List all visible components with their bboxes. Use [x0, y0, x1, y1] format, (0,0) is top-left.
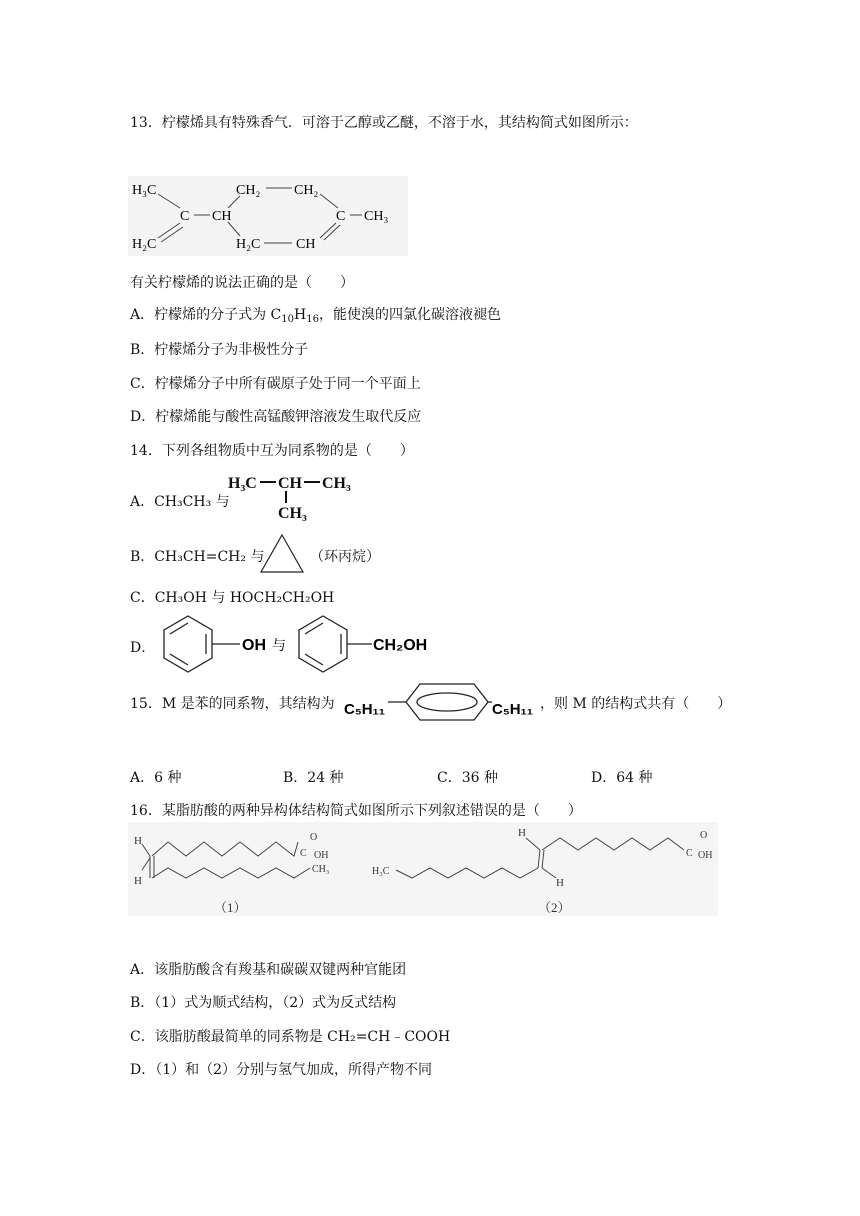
q15-option-b: B．24 种 — [283, 770, 344, 786]
limonene-ch: CH — [212, 209, 232, 224]
q14-option-b-note: （环丙烷） — [310, 549, 380, 565]
fatty-acid-isomers-figure — [128, 822, 718, 916]
isomer-2-cooh-o: O — [700, 830, 708, 841]
q13-option-d: D．柠檬烯能与酸性高锰酸钾溶液发生取代反应 — [130, 409, 422, 425]
limonene-h2c-mid: H₂C — [236, 237, 261, 252]
isomer-1-cooh-o: O — [310, 832, 318, 843]
isomer-1-caption: （1） — [214, 900, 247, 915]
q16-stem: 16．某脂肪酸的两种异构体结构简式如图所示下列叙述错误的是（ ） — [130, 803, 582, 819]
q14-option-d-label: D． — [130, 640, 156, 656]
c5h11-right: C₅H₁₁ — [492, 701, 533, 718]
phenol-oh: OH — [242, 637, 266, 654]
isobutane-ch3-right: CH₃ — [322, 475, 351, 492]
isomer-2-caption: （2） — [538, 900, 571, 915]
q15-option-a: A．6 种 — [130, 770, 182, 786]
limonene-c-right: C — [336, 209, 346, 224]
phenol-benzyl-alcohol-structures — [158, 614, 458, 674]
q14-d-with: 与 — [272, 639, 286, 654]
q13-stem: 13．柠檬烯具有特殊香气．可溶于乙醇或乙醚，不溶于水，其结构简式如图所示： — [130, 115, 638, 131]
q14-option-b-text: B．CH₃CH=CH₂ 与 — [130, 549, 265, 565]
isobutane-h3c: H₃C — [228, 475, 257, 492]
isobutane-ch3-down: CH₃ — [278, 505, 307, 522]
benzyl-ch2oh: CH₂OH — [373, 637, 428, 654]
q16-option-d: D．（1）和（2）分别与氢气加成，所得产物不同 — [130, 1062, 433, 1078]
isomer-2-cooh-c: C — [686, 848, 693, 859]
limonene-ch2-a: CH₂ — [236, 183, 261, 198]
cyclopropane-icon — [258, 532, 306, 576]
limonene-ch-mid: CH — [296, 237, 316, 252]
q13-prompt: 有关柠檬烯的说法正确的是（ ） — [130, 275, 354, 291]
q16-option-c: C．该脂肪酸最简单的同系物是 CH₂=CH﹣COOH — [130, 1029, 451, 1045]
limonene-ch3: CH₃ — [364, 209, 389, 224]
q14-option-a-text: A．CH₃CH₃ 与 — [130, 494, 230, 510]
limonene-h2c: H₂C — [132, 237, 157, 252]
q14-stem: 14．下列各组物质中互为同系物的是（ ） — [130, 443, 414, 459]
q13-option-b: B．柠檬烯分子为非极性分子 — [130, 342, 309, 358]
isomer-1-h-bottom: H — [134, 875, 142, 887]
q14-option-c: C．CH₃OH 与 HOCH₂CH₂OH — [130, 590, 335, 606]
limonene-c-left: C — [180, 209, 190, 224]
isobutane-structure — [226, 470, 361, 525]
isomer-2-cooh-oh: OH — [698, 850, 713, 861]
isomer-1-ch3: CH₃ — [312, 864, 330, 875]
q16-option-a: A．该脂肪酸含有羧基和碳碳双键两种官能团 — [130, 962, 407, 978]
q16-option-b: B．（1）式为顺式结构，（2）式为反式结构 — [130, 995, 397, 1011]
q13-option-a: A．柠檬烯的分子式为 $C_{10}H_{16}$，能使溴的四氯化碳溶液褪色 — [130, 307, 501, 325]
limonene-h3c: H₃C — [132, 183, 157, 198]
limonene-ch2-b: CH₂ — [294, 183, 319, 198]
q15-option-d: D．64 种 — [591, 770, 653, 786]
dipentylbenzene-structure — [344, 680, 534, 724]
isomer-2-h-top: H — [518, 827, 526, 839]
q15-option-c: C．36 种 — [437, 770, 498, 786]
q15-stem-pre: 15．M 是苯的同系物，其结构为 — [130, 696, 335, 712]
isobutane-ch: CH — [278, 475, 302, 492]
q15-stem-post: ，则 M 的结构式共有（ ） — [540, 696, 732, 712]
c5h11-left: C₅H₁₁ — [344, 701, 385, 718]
isomer-2-h-bottom: H — [556, 877, 564, 889]
q13-option-c: C．柠檬烯分子中所有碳原子处于同一个平面上 — [130, 376, 421, 392]
isomer-1-cooh-oh: OH — [314, 850, 329, 861]
isomer-1-h-top: H — [134, 835, 142, 847]
limonene-structure — [128, 176, 408, 256]
isomer-2-h3c: H₃C — [372, 866, 390, 877]
isomer-1-cooh-c: C — [300, 848, 307, 859]
